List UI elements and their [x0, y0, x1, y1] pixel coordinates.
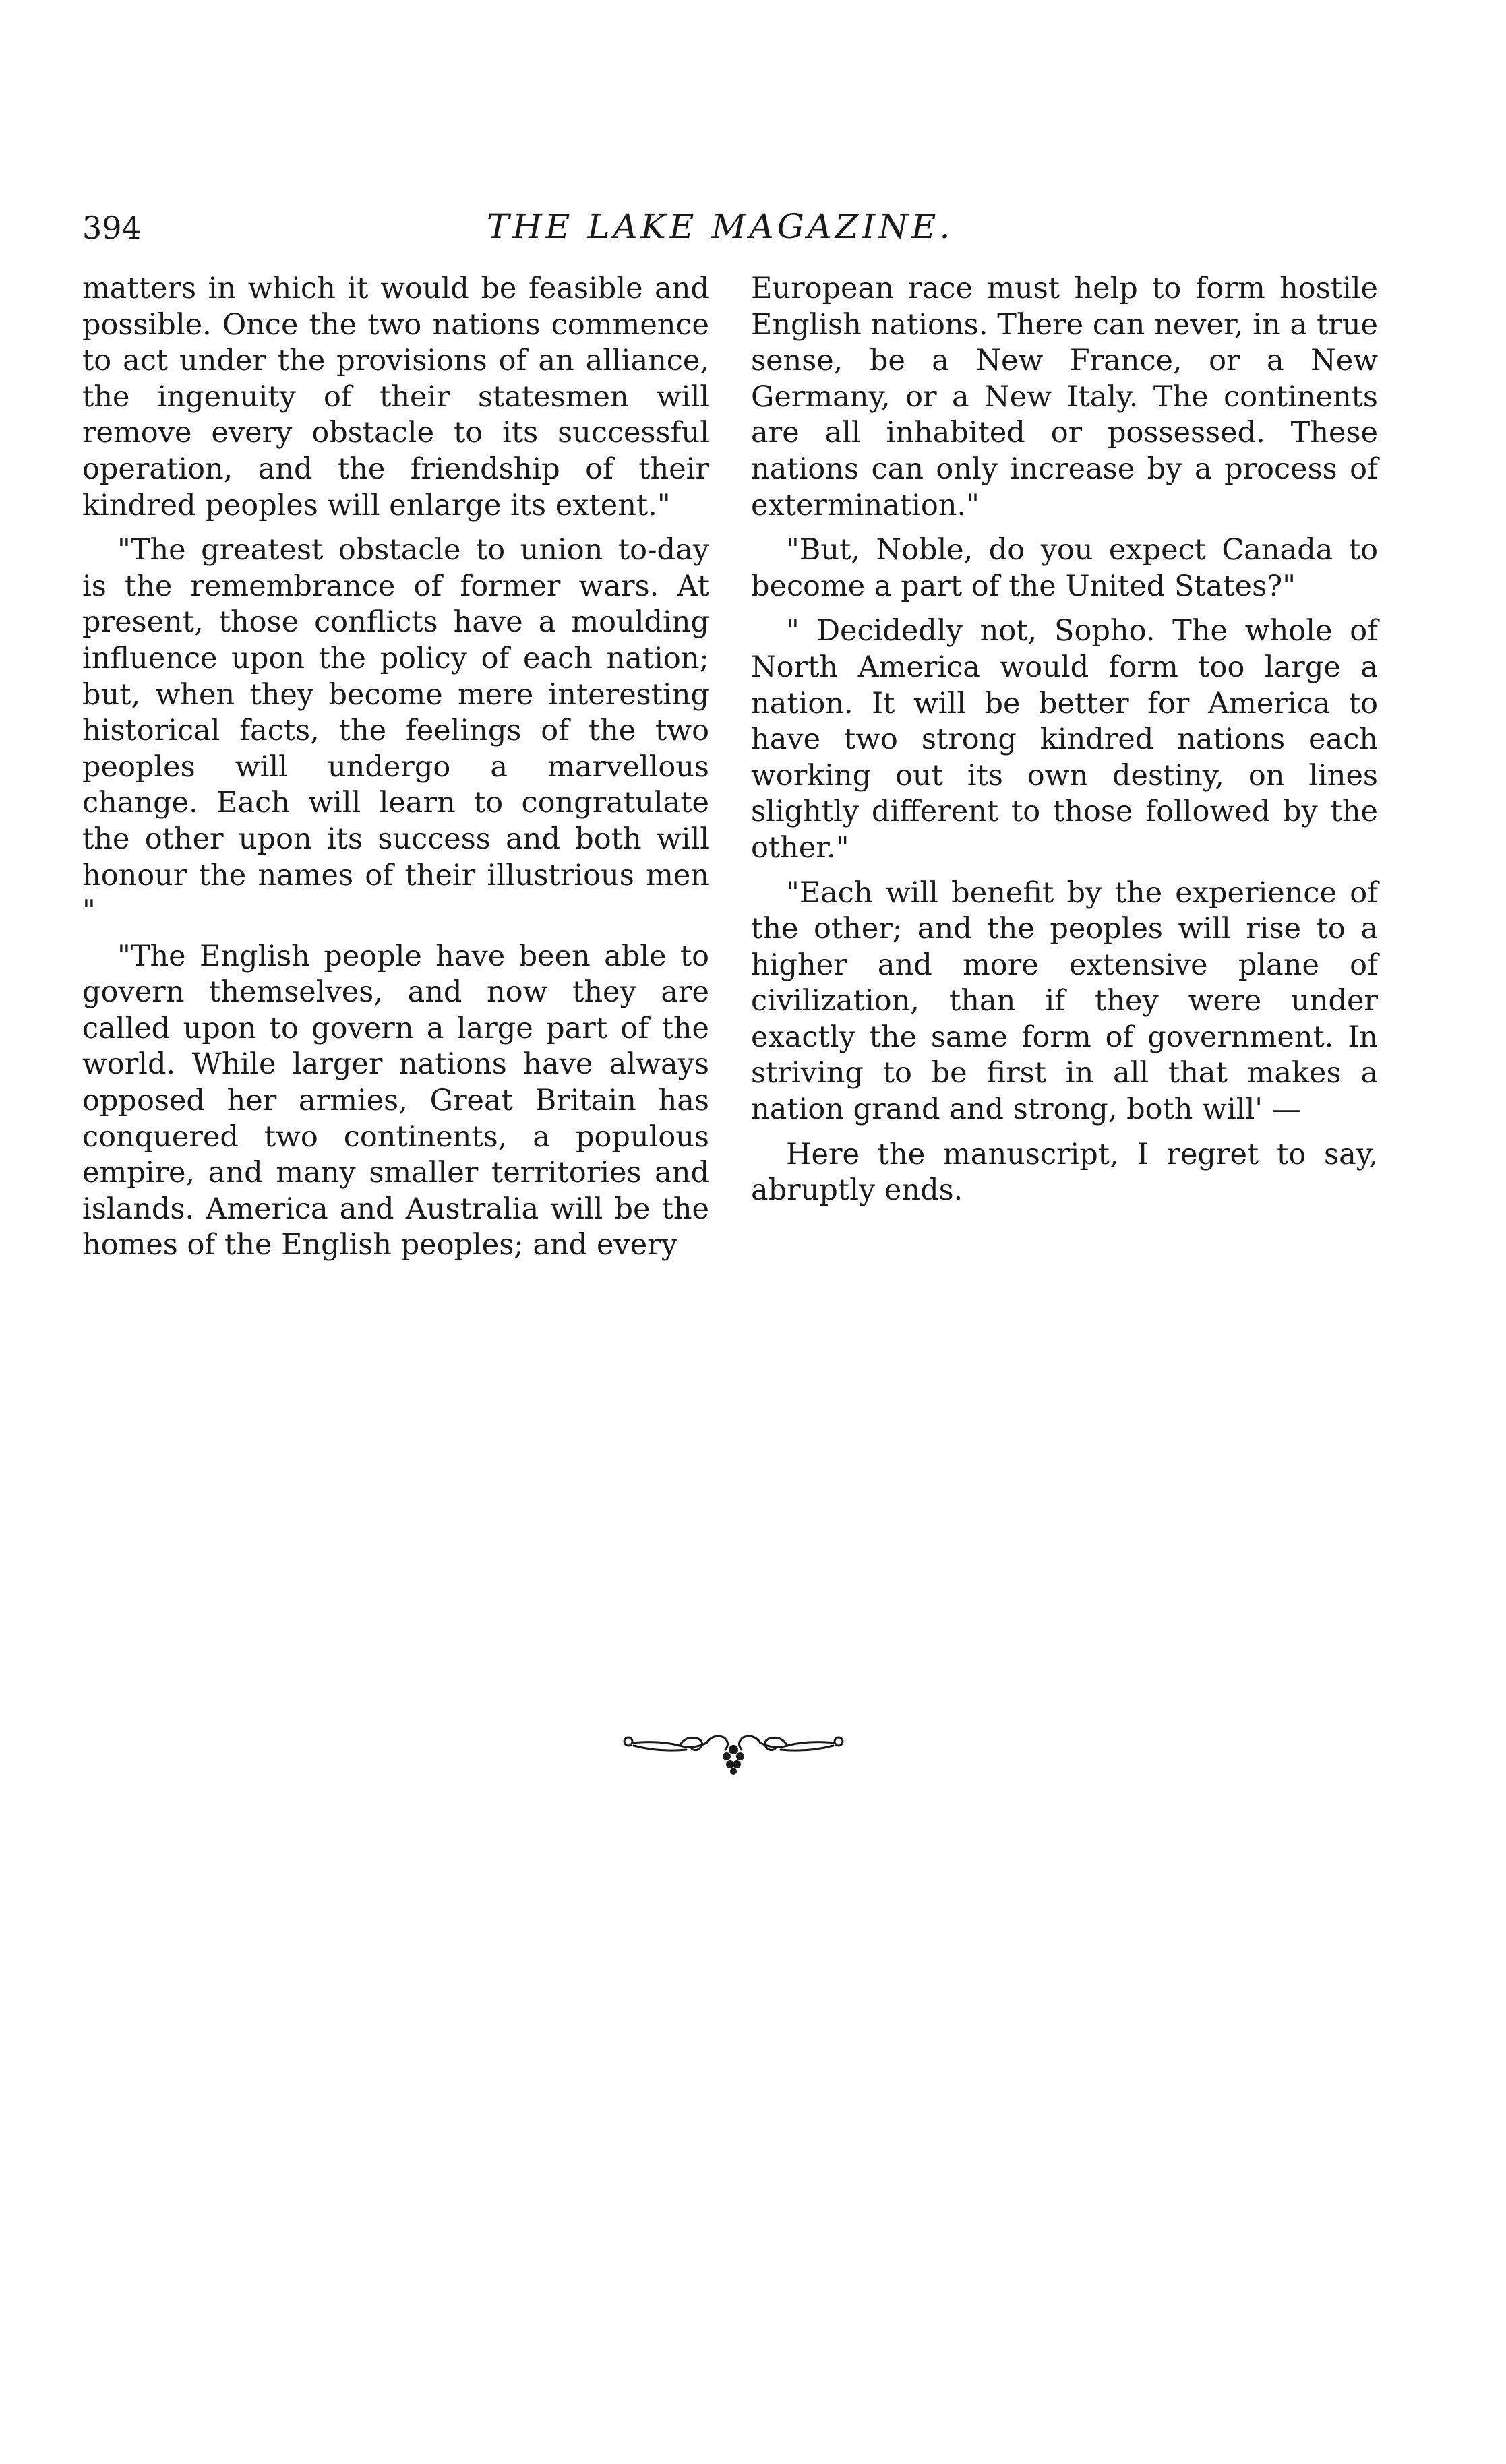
paragraph: "The English people have been able to govern themselves, and now they are called upon to govern a large part of the world. While larger nations have always opposed her armies, Great Britain has conquered two continents, a populous empire, and many smaller territories and islands. America and Australia will be the homes of the English peoples; and every: [82, 939, 709, 1262]
page-number: 394: [82, 210, 142, 246]
paragraph: "Each will benefit by the experience of the other; and the peoples will rise to a higher and more extensive plane of civilization, than if they were under exactly the same form of government. In striving to be first in all that makes a nation grand and strong, both will' —: [751, 875, 1378, 1127]
scroll-ornament-icon: [619, 1723, 848, 1777]
paragraph: matters in which it would be feasible and possible. Once the two nations commence to act under the provisions of an alliance, the ingenuity of their statesmen will remove every obstacle to its successful operation, and the friendship of their kindred peoples will enlarge its extent.": [82, 272, 709, 522]
left-column: [82, 271, 709, 1272]
right-column: [751, 271, 1378, 1218]
paragraph: "The greatest obstacle to union to-day is the remembrance of former wars. At present, those conflicts have a moulding influence upon the policy of each nation; but, when they become mere interesting historical facts, the feelings of the two peoples will undergo a marvellous change. Each will learn to congratulate the other upon its success and both will honour the names of their illustrious men ": [82, 533, 709, 929]
paragraph: "But, Noble, do you expect Canada to become a part of the United States?": [751, 533, 1378, 603]
paragraph: European race must help to form hostile English nations. There can never, in a true sense, be a New France, or a New Germany, or a New Italy. The continents are all inhabited or possessed. These nations can only increase by a process of extermination.": [751, 272, 1378, 522]
paragraph: Here the manuscript, I regret to say, abruptly ends.: [751, 1137, 1378, 1208]
paragraph: " Decidedly not, Sopho. The whole of North America would form too large a nation. It will be better for America to have two strong kindred nations each working out its own destiny, on lines slightly different to those followed by the other.": [751, 614, 1378, 865]
running-title: THE LAKE MAGAZINE.: [487, 207, 954, 246]
